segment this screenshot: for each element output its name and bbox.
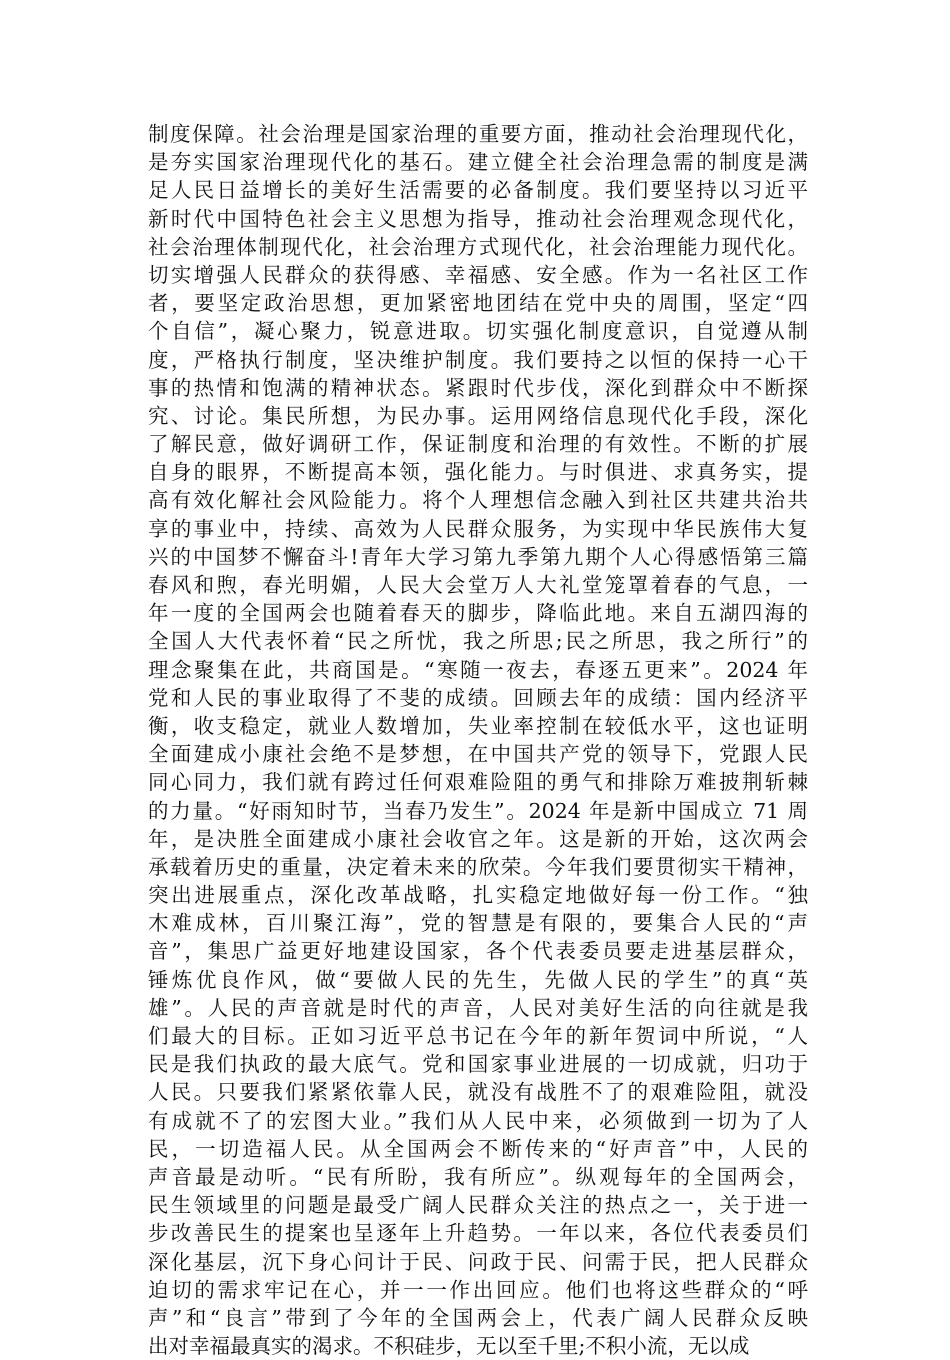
text-line: 高有效化解社会风险能力。将个人理想信念融入到社区共建共治共 [148, 488, 808, 513]
text-line: 承载着历史的重量，决定着未来的欣荣。今年我们要贯彻实干精神， [148, 854, 808, 879]
text-line: 的力量。“好雨知时节，当春乃发生”。2024 年是新中国成立 71 周 [148, 798, 808, 823]
text-line: 全国人大代表怀着“民之所忧，我之所思;民之所思，我之所行”的 [148, 629, 808, 654]
text-line: 突出进展重点，深化改革战略，扎实稳定地做好每一份工作。“独 [148, 883, 808, 908]
text-line: 党和人民的事业取得了不斐的成绩。回顾去年的成绩：国内经济平 [148, 685, 808, 710]
text-line: 事的热情和饱满的精神状态。紧跟时代步伐，深化到群众中不断探 [148, 375, 808, 400]
text-line: 全面建成小康社会绝不是梦想，在中国共产党的领导下，党跟人民 [148, 742, 808, 767]
text-line: 春风和煦，春光明媚，人民大会堂万人大礼堂笼罩着春的气息，一 [148, 573, 808, 597]
text-line: 步改善民生的提案也呈逐年上升趋势。一年以来，各位代表委员们 [148, 1221, 808, 1246]
text-line: 究、讨论。集民所想，为民办事。运用网络信息现代化手段，深化 [148, 403, 808, 428]
text-line: 音”，集思广益更好地建设国家，各个代表委员要走进基层群众， [148, 939, 808, 964]
text-line: 理念聚集在此，共商国是。“寒随一夜去，春逐五更来”。2024 年 [148, 657, 808, 682]
text-line: 有成就不了的宏图大业。”我们从人民中来，必须做到一切为了人 [148, 1108, 808, 1133]
text-line: 享的事业中，持续、高效为人民群众服务，为实现中华民族伟大复 [148, 516, 808, 541]
text-line: 切实增强人民群众的获得感、幸福感、安全感。作为一名社区工作 [148, 262, 808, 287]
text-line: 同心同力，我们就有跨过任何艰难险阻的勇气和排除万难披荆斩棘 [148, 770, 808, 795]
text-line: 了解民意，做好调研工作，保证制度和治理的有效性。不断的扩展 [148, 432, 808, 457]
text-line: 社会治理体制现代化，社会治理方式现代化，社会治理能力现代化。 [148, 234, 808, 259]
text-line: 民生领域里的问题是最受广阔人民群众关注的热点之一，关于进一 [148, 1193, 808, 1218]
text-line: 度，严格执行制度，坚决维护制度。我们要持之以恒的保持一心干 [148, 347, 808, 372]
text-line: 是夯实国家治理现代化的基石。建立健全社会治理急需的制度是满 [148, 150, 808, 175]
body-text [148, 120, 808, 1360]
text-line: 出对幸福最真实的渴求。不积硅步，无以至千里;不积小流，无以成 [148, 1334, 750, 1359]
text-line: 木难成林，百川聚江海”，党的智慧是有限的，要集合人民的“声 [148, 911, 808, 936]
text-line: 年，是决胜全面建成小康社会收官之年。这是新的开始，这次两会 [148, 826, 808, 851]
text-line: 年一度的全国两会也随着春天的脚步，降临此地。来自五湖四海的 [148, 601, 808, 626]
text-line: 者，要坚定政治思想，更加紧密地团结在党中央的周围，坚定“四 [148, 291, 808, 316]
text-line: 民，一切造福人民。从全国两会不断传来的“好声音”中，人民的 [148, 1136, 808, 1161]
text-line: 新时代中国特色社会主义思想为指导，推动社会治理观念现代化， [148, 206, 808, 231]
text-line: 自身的眼界，不断提高本领，强化能力。与时俱进、求真务实，提 [148, 460, 808, 485]
text-line: 声”和“良言”带到了今年的全国两会上，代表广阔人民群众反映 [148, 1305, 808, 1330]
text-line: 声音最是动听。“民有所盼，我有所应”。纵观每年的全国两会， [148, 1164, 808, 1189]
text-line: 迫切的需求牢记在心，并一一作出回应。他们也将这些群众的“呼 [148, 1277, 808, 1302]
text-line: 们最大的目标。正如习近平总书记在今年的新年贺词中所说，“人 [148, 1024, 808, 1048]
text-line: 锤炼优良作风，做“要做人民的先生，先做人民的学生”的真“英 [148, 967, 808, 992]
text-line: 兴的中国梦不懈奋斗!青年大学习第九季第九期个人心得感悟第三篇 [148, 544, 808, 569]
text-line: 雄”。人民的声音就是时代的声音，人民对美好生活的向往就是我 [148, 995, 808, 1020]
text-line: 个自信”，凝心聚力，锐意进取。切实强化制度意识，自觉遵从制 [148, 319, 808, 344]
text-line: 衡，收支稳定，就业人数增加，失业率控制在较低水平，这也证明 [148, 713, 808, 738]
text-line: 制度保障。社会治理是国家治理的重要方面，推动社会治理现代化， [148, 122, 808, 146]
text-line: 人民。只要我们紧紧依靠人民，就没有战胜不了的艰难险阻，就没 [148, 1080, 808, 1105]
text-line: 深化基层，沉下身心问计于民、问政于民、问需于民，把人民群众 [148, 1249, 808, 1274]
text-line: 民是我们执政的最大底气。党和国家事业进展的一切成就，归功于 [148, 1052, 808, 1077]
text-line: 足人民日益增长的美好生活需要的必备制度。我们要坚持以习近平 [148, 178, 808, 203]
